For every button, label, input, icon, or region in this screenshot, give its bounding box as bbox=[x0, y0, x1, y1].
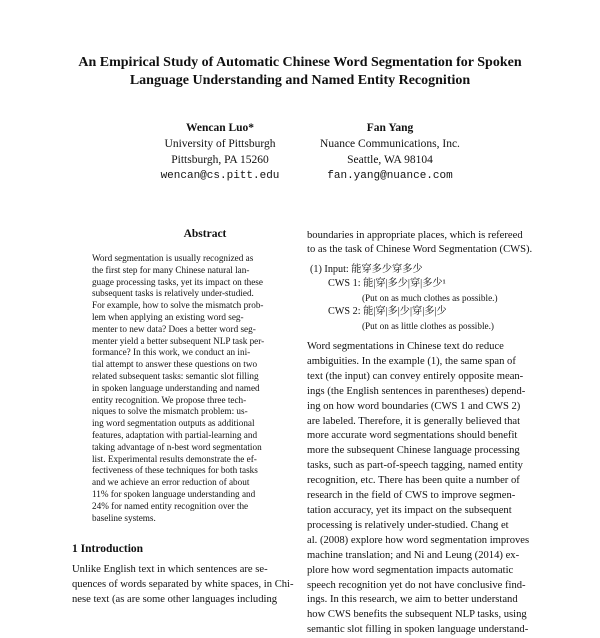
body-text-line: speech recognition yet do not have conclusive find- bbox=[307, 579, 526, 591]
abstract-body bbox=[92, 253, 302, 524]
abstract-line: taking advantage of n-best word segmentation bbox=[92, 441, 262, 452]
abstract-line: formance? In this work, we conduct an ini- bbox=[92, 347, 251, 358]
body-text-line: boundaries in appropriate places, which is refereed bbox=[307, 230, 523, 241]
body-text-line: tasks, such as part-of-speech tagging, named entity bbox=[307, 460, 523, 472]
abstract-heading: Abstract bbox=[183, 228, 227, 240]
abstract-line: related subsequent tasks: semantic slot filling bbox=[92, 370, 259, 381]
author-email[interactable]: fan.yang@nuance.com bbox=[327, 170, 453, 182]
section-heading-introduction: 1 Introduction bbox=[72, 543, 144, 555]
abstract-line: niques to solve the mismatch problem: us- bbox=[92, 406, 248, 417]
abstract-line: features, adaptation with partial-learning and bbox=[92, 429, 258, 440]
body-text-line: processing is relatively under-studied. Chang et bbox=[307, 519, 509, 531]
abstract-line: Word segmentation is usually recognized as bbox=[92, 253, 254, 263]
body-text-line: plore how word segmentation impacts automatic bbox=[307, 564, 514, 576]
author-name: Fan Yang bbox=[366, 122, 414, 134]
abstract-line: fectiveness of these techniques for both tasks bbox=[92, 465, 258, 476]
body-text-line: text (the input) can convey entirely opposite mean- bbox=[307, 370, 524, 382]
abstract-line: menter to new data? Does a better word seg- bbox=[92, 323, 256, 334]
body-text-line: to as the task of Chinese Word Segmentation (CWS). bbox=[307, 244, 533, 255]
abstract-line: list. Experimental results demonstrate the ef- bbox=[92, 453, 257, 464]
body-text-line: recognition, etc. There has been quite a number of bbox=[307, 475, 520, 487]
body-text-line: tation accuracy, yet its impact on the subsequent bbox=[307, 504, 512, 516]
title-line-1: An Empirical Study of Automatic Chinese Word Segmentation for Spoken bbox=[78, 55, 522, 70]
author-name: Wencan Luo* bbox=[185, 122, 255, 134]
example-input: (1) Input: 能穿多少穿多少 bbox=[310, 264, 423, 275]
body-text-line: ings (the English sentences in parentheses) depend- bbox=[307, 385, 526, 397]
abstract-line: subsequent tasks is relatively under-studied. bbox=[92, 288, 254, 299]
abstract-line: For example, how to solve the mismatch prob- bbox=[92, 300, 264, 311]
body-text-line: more the subsequent Chinese language processing bbox=[307, 445, 520, 457]
example-cws1: CWS 1: 能|穿|多少|穿|多少¹ bbox=[328, 278, 446, 289]
body-text-line: are labeled. Therefore, it is generally believed that bbox=[307, 415, 521, 427]
introduction-line: Unlike English text in which sentences are se- bbox=[72, 564, 268, 575]
introduction-body bbox=[72, 562, 298, 607]
body-text-line: al. (2008) explore how word segmentation improves bbox=[307, 534, 530, 546]
author-block-2 bbox=[285, 120, 495, 184]
abstract-line: 24% for named entity recognition over the bbox=[92, 500, 249, 511]
body-text-line: Word segmentations in Chinese text do reduce bbox=[307, 341, 504, 352]
abstract-line: guage processing tasks, yet its impact on these bbox=[92, 276, 263, 287]
abstract-line: lem when applying an existing word seg- bbox=[92, 311, 244, 322]
example-block bbox=[310, 263, 530, 333]
body-text-line: machine translation; and Ni and Leung (2014) ex- bbox=[307, 549, 520, 561]
author-location: Seattle, WA 98104 bbox=[347, 154, 433, 166]
body-text-line: semantic slot filling in spoken language understand- bbox=[307, 624, 529, 636]
abstract-line: 11% for spoken language understanding and bbox=[92, 488, 256, 499]
author-location: Pittsburgh, PA 15260 bbox=[171, 154, 269, 166]
example-gloss-2: (Put on as little clothes as possible.) bbox=[362, 321, 494, 331]
body-text-line: ing on how word boundaries (CWS 1 and CWS 2) bbox=[307, 400, 521, 412]
paper-title bbox=[50, 54, 550, 90]
abstract-line: and we achieve an error reduction of about bbox=[92, 477, 250, 488]
right-column-body bbox=[307, 340, 533, 638]
body-text-line: more accurate word segmentations should benefit bbox=[307, 430, 518, 442]
title-line-2: Language Understanding and Named Entity Recognition bbox=[129, 73, 471, 88]
abstract-line: in spoken language understanding and named bbox=[92, 382, 260, 393]
body-text-line: ambiguities. In the example (1), the same span of bbox=[307, 355, 516, 367]
abstract-line: tial attempt to answer these questions on two bbox=[92, 359, 258, 370]
author-affiliation: Nuance Communications, Inc. bbox=[320, 138, 460, 150]
abstract-line: menter yield a better subsequent NLP task per- bbox=[92, 335, 265, 346]
example-gloss-1: (Put on as much clothes as possible.) bbox=[362, 293, 498, 303]
introduction-line: nese text (as are some other languages including bbox=[72, 594, 278, 605]
abstract-line: baseline systems. bbox=[92, 512, 156, 523]
author-email[interactable]: wencan@cs.pitt.edu bbox=[160, 170, 280, 182]
body-text-line: how CWS benefits the subsequent NLP tasks, using bbox=[307, 609, 527, 621]
introduction-line: quences of words separated by white spaces, in Chi- bbox=[72, 579, 294, 590]
body-text-line: ings. In this research, we aim to better understand bbox=[307, 594, 518, 606]
abstract-line: entity recognition. We propose three tech- bbox=[92, 394, 247, 405]
abstract-line: the first step for many Chinese natural lan- bbox=[92, 264, 250, 275]
author-affiliation: University of Pittsburgh bbox=[164, 138, 276, 150]
abstract-line: ing word segmentation outputs as additional bbox=[92, 418, 255, 429]
right-column-top bbox=[307, 229, 533, 257]
example-cws2: CWS 2: 能|穿|多|少|穿|多|少 bbox=[328, 306, 447, 317]
body-text-line: research in the field of CWS to improve segmen- bbox=[307, 490, 516, 502]
